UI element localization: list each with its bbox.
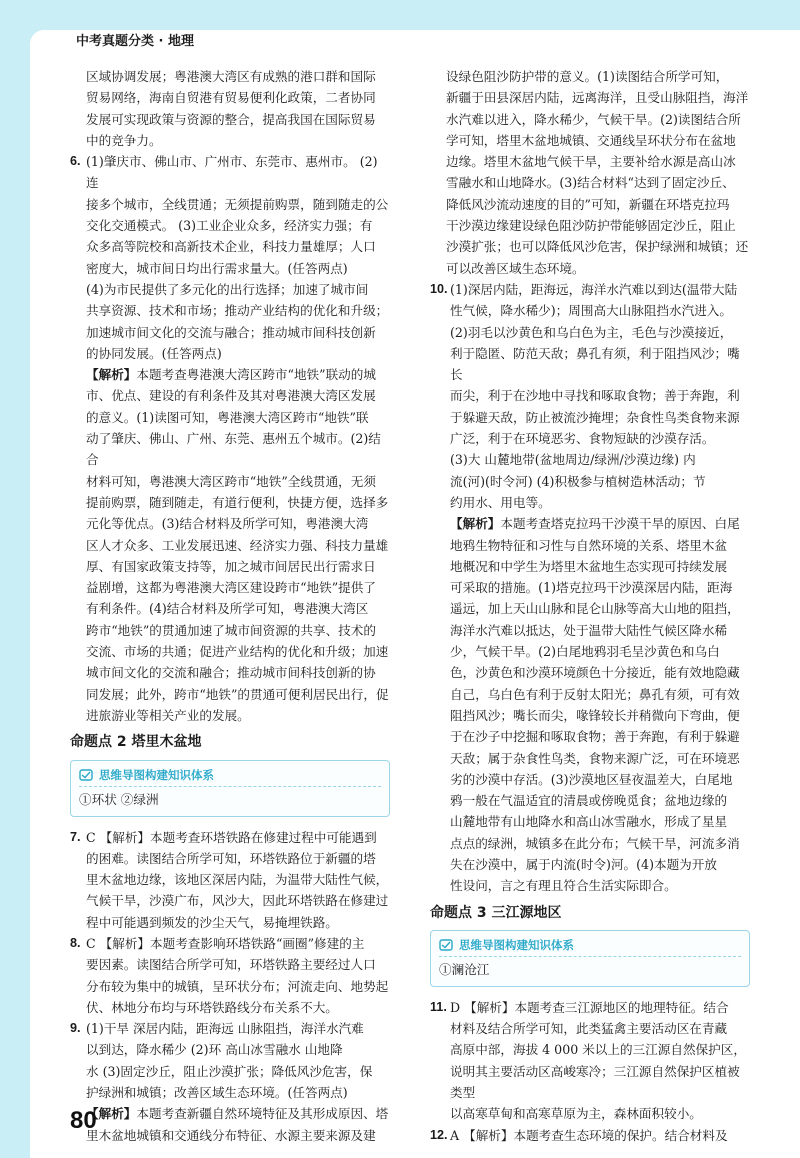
text-line: 沙漠扩张；也可以降低风沙危害，保护绿洲和城镇；还 bbox=[446, 239, 749, 255]
text-line: C 【解析】本题考查影响环塔铁路“画圈”修建的主 bbox=[86, 935, 365, 951]
text-line: 进旅游业等相关产业的发展。 bbox=[86, 707, 250, 723]
answer-10 bbox=[430, 279, 750, 897]
text-line: 有利条件。(4)结合材料及所学可知，粤港澳大湾区 bbox=[86, 601, 369, 617]
text-span: 本题考查新疆自然环境特征及其形成原因、塔 bbox=[136, 1106, 389, 1122]
text-line: 于躲避天敌，防止被流沙掩埋；杂食性鸟类食物来源 bbox=[450, 409, 740, 425]
question-number: 10. bbox=[430, 281, 448, 296]
text-line: (3)大 山麓地带(盆地周边/绿洲/沙漠边缘) 内 bbox=[450, 452, 696, 468]
answer-6 bbox=[70, 151, 390, 726]
text-line: 护绿洲和城镇；改善区域生态环境。(任答两点) bbox=[86, 1085, 348, 1101]
mind-map-box-3 bbox=[430, 930, 750, 987]
text-line: 性气候，降水稀少)；周围高大山脉阻挡水汽进入。 bbox=[450, 303, 732, 319]
analysis-label: 【解析】 bbox=[450, 516, 501, 532]
text-line: 提前购票，随到随走，有道行便利，快捷方便，选择多 bbox=[86, 494, 389, 510]
text-line: 里木盆地城镇和交通线分布特征、水源主要来源及建 bbox=[86, 1127, 376, 1143]
question-number: 12. bbox=[430, 1127, 448, 1142]
text-line: 天敌；属于杂食性鸟类，食物来源广泛，可在环境恶 bbox=[450, 750, 740, 766]
text-line: 性设问，言之有理且符合生活实际即合。 bbox=[450, 878, 677, 894]
text-line: 水汽难以进入，降水稀少，气候干旱。(2)读图结合所 bbox=[446, 111, 741, 127]
answer-8 bbox=[70, 933, 390, 1018]
text-line: (2)羽毛以沙黄色和乌白色为主，毛色与沙漠接近， bbox=[450, 324, 733, 340]
text-line: 遥远，加上天山山脉和昆仑山脉等高大山地的阻挡， bbox=[450, 601, 740, 617]
text-line: 同发展；此外，跨市“地铁”的贯通可便利居民出行，促 bbox=[86, 686, 389, 702]
analysis-label: 【解析】 bbox=[86, 1106, 137, 1122]
text-line: 新疆于田县深居内陆，远离海洋，且受山脉阻挡，海洋 bbox=[446, 90, 749, 106]
question-number: 8. bbox=[70, 935, 81, 950]
text-line: 雪融水和山地降水。(3)结合材料“达到了固定沙丘、 bbox=[446, 175, 735, 191]
text-line: 跨市“地铁”的贯通加速了城市间资源的共享、技术的 bbox=[86, 622, 376, 638]
text-line: 可以改善区域生态环境。 bbox=[446, 260, 585, 276]
analysis-first-line bbox=[86, 1103, 390, 1124]
text-line: (1)干旱 深居内陆，距海远 山脉阻挡，海洋水汽难 bbox=[86, 1021, 364, 1037]
text-line: 气候干旱，沙漠广布，风沙大，因此环塔铁路在修建过 bbox=[86, 893, 389, 909]
analysis-label: 【解析】 bbox=[86, 367, 137, 383]
text-line: 的意义。(1)读图可知，粤港澳大湾区跨市“地铁”联 bbox=[86, 409, 369, 425]
text-line: D 【解析】本题考查三江源地区的地理特征。结合 bbox=[450, 999, 729, 1015]
mind-map-title: 思维导图构建知识体系 bbox=[459, 937, 574, 952]
text-line: 里木盆地边缘，该地区深居内陆，为温带大陆性气候， bbox=[86, 872, 389, 888]
mind-map-answers: ①环状 ②绿洲 bbox=[79, 791, 159, 807]
text-line: 程中可能遇到频发的沙尘天气，易掩埋铁路。 bbox=[86, 914, 338, 930]
text-line: 元化等优点。(3)结合材料及所学可知，粤港澳大湾 bbox=[86, 516, 369, 532]
text-line: 山麓地带有山地降水和高山冰雪融水，形成了星星 bbox=[450, 814, 728, 830]
text-line: 的困难。读图结合所学可知，环塔铁路位于新疆的塔 bbox=[86, 850, 376, 866]
text-line: 流(河)(时令河) (4)积极参与植树造林活动；节 bbox=[450, 473, 706, 489]
text-line: (4)为市民提供了多元化的出行选择；加速了城市间 bbox=[86, 281, 369, 297]
page-sheet bbox=[30, 30, 800, 1158]
text-line: 高原中部，海拔 4 000 米以上的三江源自然保护区， bbox=[450, 1042, 746, 1058]
text-line: 鸦一般在气温适宜的清晨或傍晚觅食；盆地边缘的 bbox=[450, 793, 728, 809]
text-line: 区人才众多、工业发展迅速、经济实力强、科技力量雄 bbox=[86, 537, 389, 553]
text-line: 海洋水汽难以抵达，处于温带大陆性气候区降水稀 bbox=[450, 622, 728, 638]
mind-map-icon bbox=[79, 769, 93, 781]
section-title-3: 命题点 3 三江源地区 bbox=[430, 904, 562, 921]
text-line: 降低风沙流动速度的目的”可知，新疆在环塔克拉玛 bbox=[446, 196, 730, 212]
text-line: (1)深居内陆，距海远，海洋水汽难以到达(温带大陆 bbox=[450, 281, 738, 297]
text-line: 阻挡风沙；嘴长而尖，喙锋较长并稍微向下弯曲，便 bbox=[450, 707, 740, 723]
text-line: 约用水、用电等。 bbox=[450, 494, 551, 510]
text-line: 以到达，降水稀少 (2)环 高山冰雪融水 山地降 bbox=[86, 1042, 343, 1058]
text-line: 少，气候干旱。(2)白尾地鸦羽毛呈沙黄色和乌白 bbox=[450, 644, 720, 660]
text-line: 劣的沙漠中存活。(3)沙漠地区昼夜温差大，白尾地 bbox=[450, 771, 733, 787]
mind-map-answers: ①澜沧江 bbox=[439, 961, 490, 977]
text-line: 可采取的措施。(1)塔克拉玛干沙漠深居内陆，距海 bbox=[450, 580, 733, 596]
analysis-first-line bbox=[450, 513, 750, 534]
text-line: 广泛，利于在环境恶劣、食物短缺的沙漠存活。 bbox=[450, 431, 715, 447]
text-line: 益剧增，这都为粤港澳大湾区建设跨市“地铁”提供了 bbox=[86, 580, 376, 596]
text-line: 发展可实现政策与资源的整合，提高我国在国际贸易 bbox=[86, 111, 376, 127]
text-line: 交化交通模式。 (3)工业企业众多，经济实力强；有 bbox=[86, 218, 373, 234]
text-line: 动了肇庆、佛山、广州、东莞、惠州五个城市。(2)结合 bbox=[86, 431, 381, 468]
left-column bbox=[70, 66, 390, 1146]
text-line: (1)肇庆市、佛山市、广州市、东莞市、惠州市。 (2)连 bbox=[86, 154, 378, 191]
text-line: 中的竞争力。 bbox=[86, 132, 162, 148]
text-span: 本题考查粤港澳大湾区跨市“地铁”联动的城 bbox=[136, 367, 376, 383]
text-line: 地概况和中学生为塔里木盆地生态实现可持续发展 bbox=[450, 558, 728, 574]
question-number: 11. bbox=[430, 999, 447, 1014]
text-line: 加速城市间文化的交流与融合；推动城市间科技创新 bbox=[86, 324, 376, 340]
answer-12 bbox=[430, 1125, 750, 1146]
text-line: 边缘。塔里木盆地气候干旱，主要补给水源是高山冰 bbox=[446, 154, 736, 170]
text-line: 接多个城市，全线贯通；无须提前购票，随到随走的公 bbox=[86, 196, 389, 212]
text-line: 地鸦生物特征和习性与自然环境的关系、塔里木盆 bbox=[450, 537, 728, 553]
text-line: 交流、市场的共通；促进产业结构的优化和升级；加速 bbox=[86, 644, 389, 660]
text-line: 点点的绿洲，城镇多在此分布；气候干旱，河流多消 bbox=[450, 835, 740, 851]
answer-9-continued bbox=[430, 66, 750, 279]
text-line: 说明其主要活动区高峻寒冷；三江源自然保护区植被类型 bbox=[450, 1063, 740, 1101]
text-line: C 【解析】本题考查环塔铁路在修建过程中可能遇到 bbox=[86, 829, 377, 845]
mind-map-title: 思维导图构建知识体系 bbox=[99, 767, 214, 782]
text-line: 水 (3)固定沙丘，阻止沙漠扩张；降低风沙危害，保 bbox=[86, 1063, 373, 1079]
answer-7 bbox=[70, 827, 390, 933]
text-line: 而尖，利于在沙地中寻找和啄取食物；善于奔跑，利 bbox=[450, 388, 740, 404]
text-line: 于在沙子中挖掘和啄取食物；善于奔跑，有利于躲避 bbox=[450, 729, 740, 745]
answer-9 bbox=[70, 1018, 390, 1146]
right-column bbox=[430, 66, 750, 1146]
text-line: 市、优点、建设的有利条件及其对粤港澳大湾区发展 bbox=[86, 388, 376, 404]
section-title-2: 命题点 2 塔里木盆地 bbox=[70, 734, 202, 751]
text-line: 干沙漠边缘建设绿色阻沙防护带能够固定沙丘，阻止 bbox=[446, 218, 736, 234]
question-number: 7. bbox=[70, 829, 81, 844]
text-line: 区域协调发展；粤港澳大湾区有成熟的港口群和国际 bbox=[86, 69, 376, 84]
mind-map-header bbox=[439, 937, 741, 957]
mind-map-box-2 bbox=[70, 760, 390, 817]
text-line: 密度大，城市间日均出行需求量大。(任答两点) bbox=[86, 260, 348, 276]
page-number: 80 bbox=[70, 1107, 97, 1134]
question-number: 6. bbox=[70, 154, 81, 169]
text-line: 厚、有国家政策支持等，加之城市间居民出行需求日 bbox=[86, 558, 376, 574]
analysis-first-line bbox=[86, 364, 390, 385]
text-line: A 【解析】本题考查生态环境的保护。结合材料及 bbox=[450, 1127, 728, 1143]
text-line: 失在沙漠中，属于内流(时令)河。(4)本题为开放 bbox=[450, 856, 717, 872]
text-line: 伏、林地分布均与环塔铁路线分布关系不大。 bbox=[86, 999, 338, 1015]
text-line: 色，沙黄色和沙漠环境颜色十分接近，能有效地隐藏 bbox=[450, 665, 740, 681]
text-line: 贸易网络，海南自贸港有贸易便利化政策，二者协同 bbox=[86, 90, 376, 106]
page-header: 中考真题分类 · 地理 bbox=[76, 34, 194, 49]
text-line: 材料及结合所学可知，此类猛禽主要活动区在青藏 bbox=[450, 1021, 728, 1037]
text-line: 材料可知，粤港澳大湾区跨市“地铁”全线贯通，无须 bbox=[86, 473, 376, 489]
text-line: 分布较为集中的城镇，呈环状分布；河流走向、地势起 bbox=[86, 978, 389, 994]
question-number: 9. bbox=[70, 1021, 81, 1036]
text-line: 城市间文化的交流和融合；推动城市间科技创新的协 bbox=[86, 665, 376, 681]
text-line: 利于隐匿、防范天敌；鼻孔有须，利于阻挡风沙；嘴长 bbox=[450, 345, 740, 383]
text-line: 的协同发展。(任答两点) bbox=[86, 345, 222, 361]
text-span: 本题考查塔克拉玛干沙漠干旱的原因、白尾 bbox=[500, 516, 740, 532]
text-line: 设绿色阻沙防护带的意义。(1)读图结合所学可知， bbox=[446, 69, 729, 84]
text-line: 自己，乌白色有利于反射太阳光；鼻孔有须，可有效 bbox=[450, 686, 740, 702]
text-line: 学可知，塔里木盆地城镇、交通线呈环状分布在盆地 bbox=[446, 132, 736, 148]
answer-11 bbox=[430, 997, 750, 1125]
text-line: 众多高等院校和高新技术企业，科技力量雄厚；人口 bbox=[86, 239, 376, 255]
text-line: 以高寒草甸和高寒草原为主，森林面积较小。 bbox=[450, 1106, 702, 1122]
answer-5-continued bbox=[70, 66, 390, 151]
text-line: 要因素。读图结合所学可知，环塔铁路主要经过人口 bbox=[86, 957, 376, 973]
mind-map-header bbox=[79, 767, 381, 787]
text-line: 共享资源、技术和市场；推动产业结构的优化和升级； bbox=[86, 303, 389, 319]
mind-map-icon bbox=[439, 939, 453, 951]
